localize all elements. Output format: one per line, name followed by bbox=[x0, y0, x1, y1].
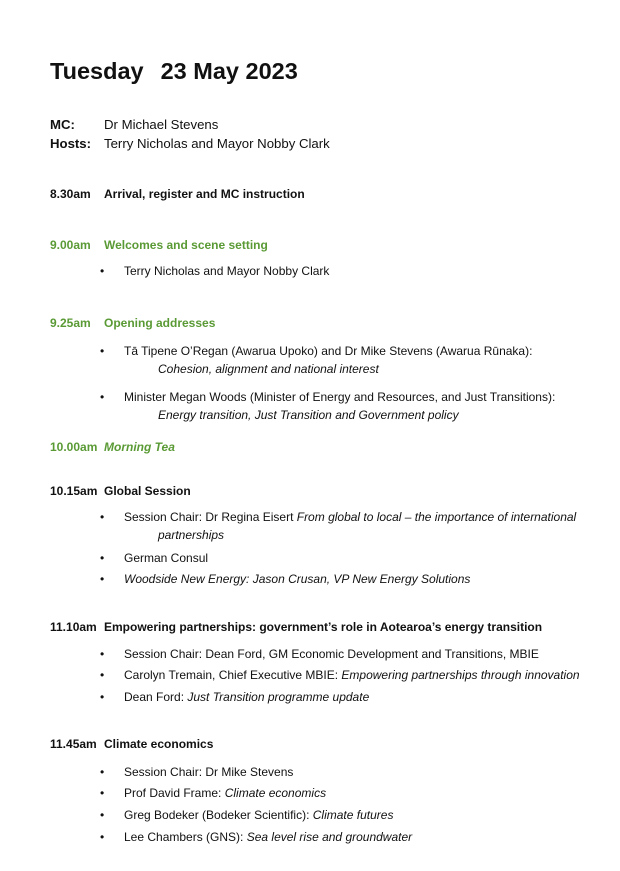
bullet: • bbox=[100, 668, 105, 682]
bullet: • bbox=[100, 264, 105, 278]
session-time: 10.15am bbox=[50, 484, 98, 498]
item-text bbox=[124, 688, 600, 706]
bullet: • bbox=[100, 830, 105, 844]
item-subtitle: Energy transition, Just Transition and Government policy bbox=[158, 408, 459, 422]
bullet: • bbox=[100, 572, 105, 586]
item-lead: Session Chair: Dr Regina Eisert bbox=[124, 510, 297, 524]
bullet: • bbox=[100, 510, 105, 524]
item-lead: Prof David Frame: bbox=[124, 786, 225, 800]
item-text: Session Chair: Dr Mike Stevens bbox=[124, 765, 294, 779]
item-text: German Consul bbox=[124, 551, 209, 565]
bullet: • bbox=[100, 690, 105, 704]
bullet: • bbox=[100, 786, 105, 800]
item-text bbox=[124, 828, 600, 846]
session-title: Opening addresses bbox=[104, 316, 216, 330]
hosts-value: Terry Nicholas and Mayor Nobby Clark bbox=[104, 136, 330, 151]
item-text: Tā Tipene O’Regan (Awarua Upoko) and Dr Mike Stevens (Awarua Rūnaka): bbox=[124, 344, 533, 358]
item-lead: Lee Chambers (GNS): bbox=[124, 830, 247, 844]
session-title: Empowering partnerships: government’s role in Aotearoa’s energy transition bbox=[104, 620, 543, 634]
item-continuation: partnerships bbox=[158, 528, 225, 542]
session-time: 11.10am bbox=[50, 620, 97, 634]
session-title: Arrival, register and MC instruction bbox=[104, 187, 305, 201]
session-time: 9.00am bbox=[50, 238, 91, 252]
bullet: • bbox=[100, 390, 105, 404]
item-topic: Empowering partnerships through innovation bbox=[341, 668, 580, 682]
bullet: • bbox=[100, 551, 105, 565]
item-text bbox=[124, 666, 600, 684]
title-day: Tuesday bbox=[50, 58, 144, 84]
item-topic: Climate economics bbox=[224, 786, 327, 800]
item-topic: Sea level rise and groundwater bbox=[246, 830, 413, 844]
item-lead: Carolyn Tremain, Chief Executive MBIE: bbox=[124, 668, 342, 682]
item-topic: From global to local – the importance of international bbox=[296, 510, 577, 524]
item-lead: Dean Ford: bbox=[124, 690, 188, 704]
page-title bbox=[50, 58, 298, 85]
bullet: • bbox=[100, 765, 105, 779]
item-text bbox=[124, 784, 600, 802]
bullet: • bbox=[100, 344, 105, 358]
item-text bbox=[124, 508, 600, 526]
item-text: Session Chair: Dean Ford, GM Economic Development and Transitions, MBIE bbox=[124, 647, 539, 661]
mc-label: MC: bbox=[50, 117, 75, 132]
session-time: 10.00am bbox=[50, 440, 98, 454]
item-text: Woodside New Energy: Jason Crusan, VP New Energy Solutions bbox=[124, 572, 471, 586]
item-subtitle: Cohesion, alignment and national interest bbox=[158, 362, 379, 376]
session-title: Global Session bbox=[104, 484, 191, 498]
title-date: 23 May 2023 bbox=[160, 58, 298, 84]
session-time: 11.45am bbox=[50, 737, 97, 751]
bullet: • bbox=[100, 647, 105, 661]
item-text: Minister Megan Woods (Minister of Energy and Resources, and Just Transitions): bbox=[124, 390, 556, 404]
item-text: Terry Nicholas and Mayor Nobby Clark bbox=[124, 264, 330, 278]
session-time: 9.25am bbox=[50, 316, 91, 330]
session-title: Welcomes and scene setting bbox=[104, 238, 268, 252]
session-title: Morning Tea bbox=[104, 440, 175, 454]
item-topic: Climate futures bbox=[312, 808, 394, 822]
session-title: Climate economics bbox=[104, 737, 214, 751]
bullet: • bbox=[100, 808, 105, 822]
item-lead: Greg Bodeker (Bodeker Scientific): bbox=[124, 808, 313, 822]
hosts-label: Hosts: bbox=[50, 136, 92, 151]
mc-value: Dr Michael Stevens bbox=[104, 117, 219, 132]
item-topic: Just Transition programme update bbox=[187, 690, 370, 704]
session-time: 8.30am bbox=[50, 187, 91, 201]
item-text bbox=[124, 806, 600, 824]
